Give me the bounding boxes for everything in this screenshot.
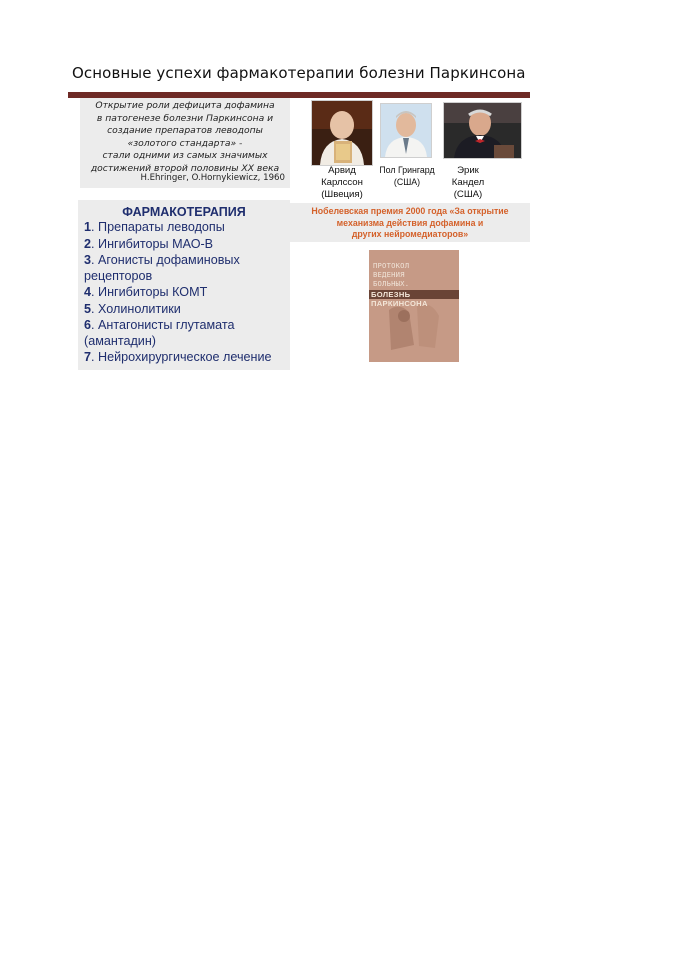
pharmacotherapy-list bbox=[84, 220, 288, 367]
quote-line: в патогенезе болезни Паркинсона и bbox=[96, 112, 274, 124]
list-item: 5. Холинолитики bbox=[84, 301, 181, 316]
laureate-caption-kandel: Эрик Кандел (США) bbox=[451, 165, 485, 200]
list-item: 4. Ингибиторы КОМТ bbox=[84, 285, 208, 299]
book-cover bbox=[369, 250, 459, 362]
portrait-greengard bbox=[380, 103, 432, 158]
list-item: 6. Антагонисты глутамата (амантадин) bbox=[84, 318, 235, 348]
page-title: Основные успехи фармакотерапии болезни Паркинсона bbox=[72, 64, 526, 82]
quote-line: «золотого стандарта» - bbox=[127, 137, 243, 149]
quote-authors: H.Ehringer, O.Hornykiewicz, 1960 bbox=[140, 173, 285, 183]
list-item: 7. Нейрохирургическое лечение bbox=[84, 350, 272, 364]
person-photo-icon bbox=[444, 103, 521, 158]
quote-line: создание препаратов леводопы bbox=[107, 125, 263, 137]
portrait-carlsson bbox=[311, 100, 373, 166]
book-title-line: БОЛЬНЫХ. bbox=[373, 279, 410, 288]
laureate-caption-carlsson: Арвид Карлссон (Швеция) bbox=[321, 165, 363, 200]
list-item: 3. Агонисты дофаминовых рецепторов bbox=[84, 253, 240, 283]
quote-line: Открытие роли дефицита дофамина bbox=[95, 100, 275, 111]
pharmacotherapy-title: ФАРМАКОТЕРАПИЯ bbox=[122, 205, 246, 219]
nobel-prize-note: Нобелевская премия 2000 года «За открытие механизма действия дофамина и других нейромедиаторов» bbox=[290, 203, 530, 242]
dopamine-discovery-quote bbox=[80, 98, 290, 188]
book-title-line: ВЕДЕНИЯ bbox=[373, 270, 405, 279]
list-item: 2. Ингибиторы МАО-В bbox=[84, 236, 214, 251]
person-photo-icon bbox=[312, 101, 372, 165]
book-title-strip: БОЛЕЗНЬ ПАРКИНСОНА bbox=[369, 290, 459, 299]
portrait-kandel bbox=[443, 102, 522, 159]
quote-line: стали одними из самых значимых bbox=[102, 150, 268, 162]
person-photo-icon bbox=[381, 104, 431, 157]
list-item: 1. Препараты леводопы bbox=[84, 220, 225, 234]
laureate-caption-greengard: Пол Грингард (США) bbox=[379, 165, 435, 187]
book-title-line: ПРОТОКОЛ bbox=[373, 261, 410, 270]
pharmacotherapy-panel bbox=[78, 200, 290, 370]
quote-line: достижений второй половины XX века bbox=[90, 162, 280, 174]
